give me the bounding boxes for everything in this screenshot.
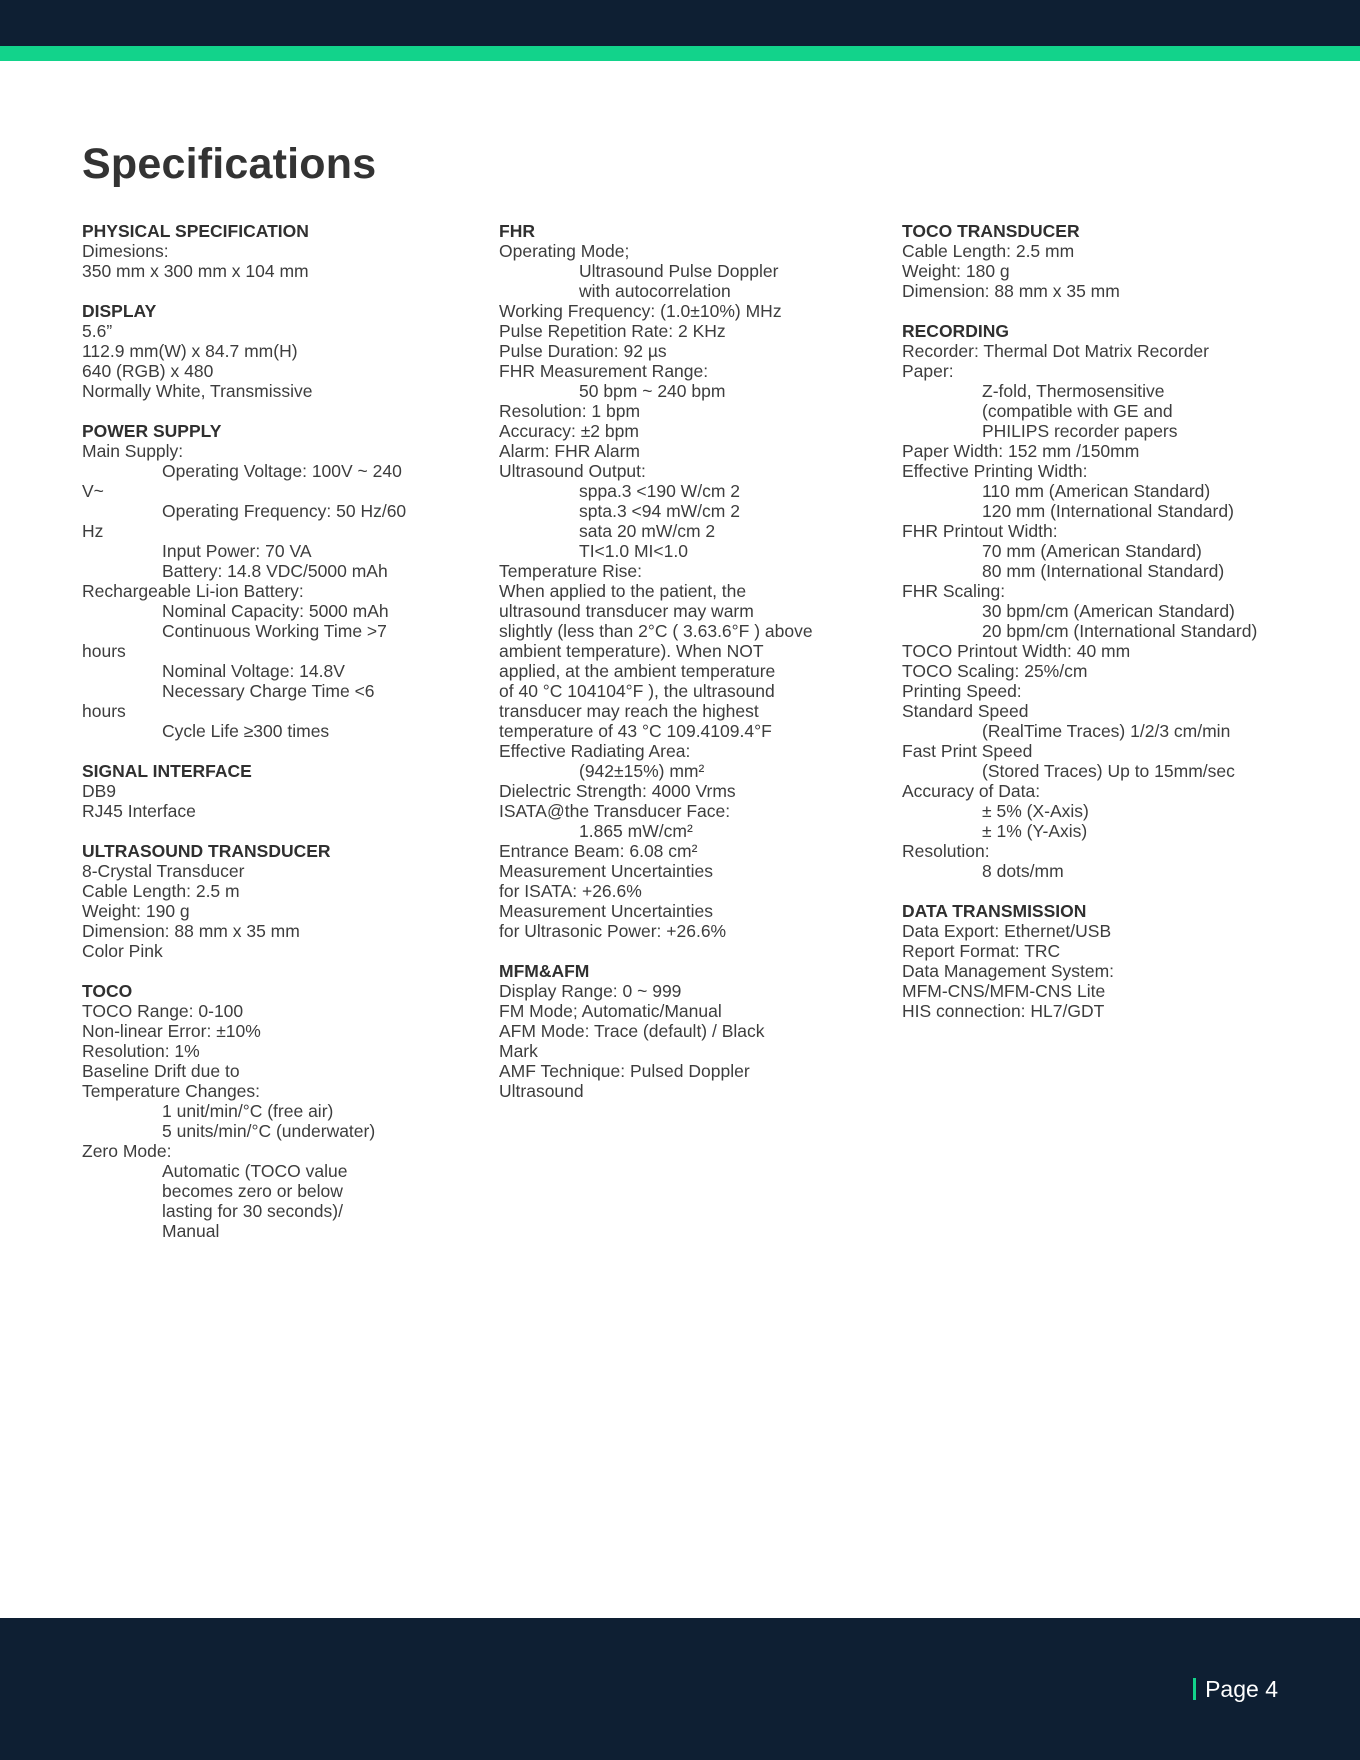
spec-line: temperature of 43 °C 109.4109.4°F xyxy=(499,721,772,741)
spec-line: Pulse Duration: 92 µs xyxy=(499,341,667,361)
page-number xyxy=(1193,1676,1278,1702)
spec-line: 50 bpm ~ 240 bpm xyxy=(579,381,726,401)
spec-line: TI<1.0 MI<1.0 xyxy=(579,541,688,561)
spec-line: Operating Frequency: 50 Hz/60 xyxy=(162,501,407,521)
spec-line: spta.3 <94 mW/cm 2 xyxy=(579,501,740,521)
spec-line: Continuous Working Time >7 xyxy=(162,621,387,641)
spec-line: Manual xyxy=(162,1221,220,1241)
spec-line: Mark xyxy=(499,1041,538,1061)
spec-line: Zero Mode: xyxy=(82,1141,172,1161)
spec-line: Report Format: TRC xyxy=(902,941,1061,961)
top-accent-stripe xyxy=(0,46,1360,61)
spec-line: 350 mm x 300 mm x 104 mm xyxy=(82,261,309,281)
spec-line: Cycle Life ≥300 times xyxy=(162,721,330,741)
footer-band xyxy=(0,1618,1360,1760)
spec-line: hours xyxy=(82,641,126,661)
spec-line: ± 1% (Y-Axis) xyxy=(982,821,1088,841)
spec-line: Fast Print Speed xyxy=(902,741,1033,761)
spec-section xyxy=(902,221,1342,301)
spec-line: FHR Measurement Range: xyxy=(499,361,709,381)
spec-line: Paper: xyxy=(902,361,954,381)
spec-line: Non-linear Error: ±10% xyxy=(82,1021,261,1041)
spec-line: Main Supply: xyxy=(82,441,184,461)
spec-line: 70 mm (American Standard) xyxy=(982,541,1202,561)
spec-line: Ultrasound xyxy=(499,1081,584,1101)
section-heading: DISPLAY xyxy=(82,301,157,321)
spec-line: 8 dots/mm xyxy=(982,861,1064,881)
spec-line: Temperature Changes: xyxy=(82,1081,261,1101)
spec-line: (942±15%) mm² xyxy=(579,761,705,781)
spec-line: Nominal Capacity: 5000 mAh xyxy=(162,601,389,621)
spec-line: Pulse Repetition Rate: 2 KHz xyxy=(499,321,726,341)
section-heading: TOCO TRANSDUCER xyxy=(902,221,1080,241)
spec-line: Input Power: 70 VA xyxy=(162,541,312,561)
spec-line: Automatic (TOCO value xyxy=(162,1161,348,1181)
spec-line: 5 units/min/°C (underwater) xyxy=(162,1121,376,1141)
spec-line: Cable Length: 2.5 mm xyxy=(902,241,1075,261)
spec-line: RJ45 Interface xyxy=(82,801,196,821)
spec-line: Baseline Drift due to xyxy=(82,1061,240,1081)
spec-line: Resolution: 1% xyxy=(82,1041,200,1061)
spec-line: Z-fold, Thermosensitive xyxy=(982,381,1165,401)
spec-line: Standard Speed xyxy=(902,701,1029,721)
spec-line: 640 (RGB) x 480 xyxy=(82,361,214,381)
spec-line: Display Range: 0 ~ 999 xyxy=(499,981,682,1001)
spec-section xyxy=(902,901,1342,1021)
spec-line: 8-Crystal Transducer xyxy=(82,861,245,881)
spec-line: When applied to the patient, the xyxy=(499,581,747,601)
spec-line: applied, at the ambient temperature xyxy=(499,661,776,681)
top-header-band xyxy=(0,0,1360,46)
spec-line: PHILIPS recorder papers xyxy=(982,421,1178,441)
section-heading: TOCO xyxy=(82,981,133,1001)
spec-line: Weight: 190 g xyxy=(82,901,190,921)
page-title: Specifications xyxy=(82,140,377,188)
spec-section xyxy=(82,761,452,821)
spec-line: 5.6” xyxy=(82,321,113,341)
spec-section xyxy=(82,841,452,961)
spec-line: 112.9 mm(W) x 84.7 mm(H) xyxy=(82,341,298,361)
spec-line: Ultrasound Output: xyxy=(499,461,646,481)
spec-line: Operating Voltage: 100V ~ 240 xyxy=(162,461,402,481)
spec-line: ultrasound transducer may warm xyxy=(499,601,754,621)
spec-line: 120 mm (International Standard) xyxy=(982,501,1234,521)
spec-line: sppa.3 <190 W/cm 2 xyxy=(579,481,740,501)
spec-line: AFM Mode: Trace (default) / Black xyxy=(499,1021,765,1041)
spec-line: Alarm: FHR Alarm xyxy=(499,441,640,461)
spec-line: for Ultrasonic Power: +26.6% xyxy=(499,921,727,941)
spec-line: Nominal Voltage: 14.8V xyxy=(162,661,345,681)
spec-line: Printing Speed: xyxy=(902,681,1022,701)
spec-line: 1 unit/min/°C (free air) xyxy=(162,1101,334,1121)
spec-section xyxy=(499,221,879,941)
spec-line: Battery: 14.8 VDC/5000 mAh xyxy=(162,561,388,581)
section-heading: FHR xyxy=(499,221,535,241)
spec-line: (compatible with GE and xyxy=(982,401,1173,421)
spec-line: TOCO Printout Width: 40 mm xyxy=(902,641,1131,661)
section-heading: POWER SUPPLY xyxy=(82,421,222,441)
spec-column-1 xyxy=(82,221,452,1261)
spec-line: Color Pink xyxy=(82,941,163,961)
spec-line: HIS connection: HL7/GDT xyxy=(902,1001,1105,1021)
page-number-label: Page 4 xyxy=(1205,1676,1278,1702)
spec-line: Data Export: Ethernet/USB xyxy=(902,921,1112,941)
spec-line: 1.865 mW/cm² xyxy=(579,821,693,841)
spec-line: Normally White, Transmissive xyxy=(82,381,313,401)
spec-line: 110 mm (American Standard) xyxy=(982,481,1211,501)
spec-line: slightly (less than 2°C ( 3.63.6°F ) above xyxy=(499,621,813,641)
spec-line: Recorder: Thermal Dot Matrix Recorder xyxy=(902,341,1209,361)
spec-line: 20 bpm/cm (International Standard) xyxy=(982,621,1258,641)
spec-line: ambient temperature). When NOT xyxy=(499,641,764,661)
spec-section xyxy=(82,421,452,741)
spec-line: Effective Radiating Area: xyxy=(499,741,691,761)
spec-line: Accuracy of Data: xyxy=(902,781,1041,801)
spec-line: Operating Mode; xyxy=(499,241,630,261)
spec-line: transducer may reach the highest xyxy=(499,701,759,721)
spec-line: Weight: 180 g xyxy=(902,261,1010,281)
spec-line: Rechargeable Li-ion Battery: xyxy=(82,581,304,601)
spec-line: (RealTime Traces) 1/2/3 cm/min xyxy=(982,721,1231,741)
spec-line: Temperature Rise: xyxy=(499,561,642,581)
spec-section xyxy=(82,981,452,1241)
section-heading: ULTRASOUND TRANSDUCER xyxy=(82,841,331,861)
spec-line: TOCO Scaling: 25%/cm xyxy=(902,661,1088,681)
spec-line: FHR Scaling: xyxy=(902,581,1006,601)
page-marker-bar xyxy=(1193,1678,1196,1700)
spec-line: hours xyxy=(82,701,126,721)
spec-line: ± 5% (X-Axis) xyxy=(982,801,1089,821)
spec-section xyxy=(499,961,879,1101)
spec-line: Effective Printing Width: xyxy=(902,461,1088,481)
spec-column-3 xyxy=(902,221,1342,1041)
spec-section xyxy=(82,221,452,281)
spec-line: for ISATA: +26.6% xyxy=(499,881,642,901)
spec-line: Dimesions: xyxy=(82,241,169,261)
spec-line: Accuracy: ±2 bpm xyxy=(499,421,639,441)
spec-line: 80 mm (International Standard) xyxy=(982,561,1225,581)
spec-line: Data Management System: xyxy=(902,961,1115,981)
spec-line: with autocorrelation xyxy=(579,281,731,301)
spec-line: Ultrasound Pulse Doppler xyxy=(579,261,779,281)
section-heading: MFM&AFM xyxy=(499,961,590,981)
spec-line: FM Mode; Automatic/Manual xyxy=(499,1001,722,1021)
spec-line: V~ xyxy=(82,481,104,501)
spec-line: TOCO Range: 0-100 xyxy=(82,1001,244,1021)
spec-line: DB9 xyxy=(82,781,117,801)
section-heading: SIGNAL INTERFACE xyxy=(82,761,252,781)
spec-line: AMF Technique: Pulsed Doppler xyxy=(499,1061,750,1081)
spec-line: Resolution: 1 bpm xyxy=(499,401,641,421)
spec-line: Resolution: xyxy=(902,841,990,861)
spec-line: Working Frequency: (1.0±10%) MHz xyxy=(499,301,782,321)
spec-line: of 40 °C 104104°F ), the ultrasound xyxy=(499,681,775,701)
spec-line: (Stored Traces) Up to 15mm/sec xyxy=(982,761,1235,781)
spec-column-2 xyxy=(499,221,879,1121)
spec-line: ISATA@the Transducer Face: xyxy=(499,801,731,821)
spec-line: Dielectric Strength: 4000 Vrms xyxy=(499,781,736,801)
spec-line: Hz xyxy=(82,521,104,541)
spec-section xyxy=(82,301,452,401)
spec-line: Entrance Beam: 6.08 cm² xyxy=(499,841,698,861)
spec-line: lasting for 30 seconds)/ xyxy=(162,1201,343,1221)
spec-section xyxy=(902,321,1342,881)
spec-line: Dimension: 88 mm x 35 mm xyxy=(902,281,1120,301)
spec-line: Necessary Charge Time <6 xyxy=(162,681,375,701)
spec-line: MFM-CNS/MFM-CNS Lite xyxy=(902,981,1106,1001)
spec-line: 30 bpm/cm (American Standard) xyxy=(982,601,1235,621)
spec-line: sata 20 mW/cm 2 xyxy=(579,521,716,541)
spec-line: Cable Length: 2.5 m xyxy=(82,881,240,901)
section-heading: RECORDING xyxy=(902,321,1009,341)
spec-line: becomes zero or below xyxy=(162,1181,343,1201)
spec-line: Dimension: 88 mm x 35 mm xyxy=(82,921,300,941)
section-heading: PHYSICAL SPECIFICATION xyxy=(82,221,309,241)
spec-line: Measurement Uncertainties xyxy=(499,861,713,881)
section-heading: DATA TRANSMISSION xyxy=(902,901,1087,921)
spec-line: Paper Width: 152 mm /150mm xyxy=(902,441,1140,461)
spec-line: Measurement Uncertainties xyxy=(499,901,713,921)
spec-line: FHR Printout Width: xyxy=(902,521,1058,541)
